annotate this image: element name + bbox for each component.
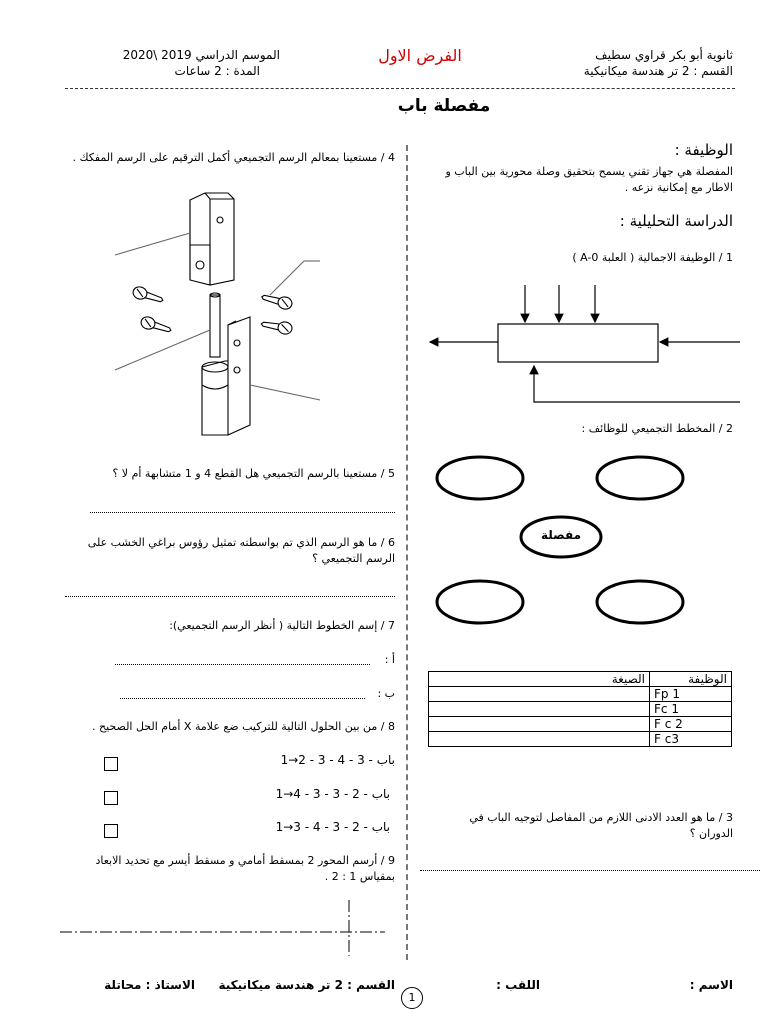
q7-b-label: ب : [377,687,395,700]
q7-a-label: أ : [384,653,395,666]
footer-teacher [55,978,195,992]
option-3-text: باب - 2 - 3 - 4 - 3→1 [275,820,390,834]
column-divider [406,145,408,960]
season-label: الموسم الدراسي [195,48,280,62]
q6-answer-line[interactable] [65,596,395,597]
duration-line: المدة : 2 ساعات [174,64,260,78]
ellipse-bottom-left [437,581,523,623]
duration-label: المدة [233,64,260,78]
season-value: 2019 \2020 [122,48,192,62]
table-header-row [429,672,732,687]
axis-sketch [60,898,395,958]
q6-label: 6 / ما هو الرسم الذي تم بواسطته تمثيل رؤوس براغي الخشب على الرسم التجميعي ؟ [87,536,395,565]
option-2-text: باب - 2 - 3 - 3 - 4→1 [275,787,390,801]
q5-label: 5 / مستعينا بالرسم التجميعي هل القطع 4 و 1 متشابهة أم لا ؟ [112,467,395,480]
school-name: ثانوية أبو بكر قراوي سطيف [595,48,733,62]
header-divider [65,88,735,89]
footer-class-value: 2 تر هندسة ميكانيكية [218,978,343,992]
ellipse-bottom-right [597,581,683,623]
section-label: القسم [701,64,733,78]
table-row [429,732,732,747]
option-1-text: باب - 3 - 4 - 3 - 2→1 [280,753,395,767]
table-row [429,717,732,732]
q7-b-answer-line[interactable] [120,698,365,699]
season-line [100,48,280,62]
table-header-cell: الصيغة [429,672,650,687]
q4-label: 4 / مستعينا بمعالم الرسم التجميعي أكمل الترقيم على الرسم المفكك . [72,151,395,164]
footer-teacher-value: محاتلة [104,978,142,992]
q3-answer-line[interactable] [420,870,760,871]
q3-label: 3 / ما هو العدد الادنى اللازم من المفاصل لتوجيه الباب في الدوران ؟ [469,811,733,840]
ellipse-top-right [597,457,683,499]
q7-a-answer-line[interactable] [115,664,370,665]
section-value: 2 تر هندسة ميكانيكية [583,64,690,78]
table-cell: F c3 [650,732,732,747]
center-ellipse-label: مفصلة [540,528,582,542]
table-row [429,687,732,702]
page-number: 1 [401,987,423,1009]
option-1-checkbox[interactable] [104,757,118,771]
q8-label: 8 / من بين الحلول التالية للتركيب ضع علامة X أمام الحل الصحيح . [92,720,395,733]
ellipse-top-left [437,457,523,499]
a0-box-diagram [420,280,750,410]
hinge-exploded-drawing [110,185,340,445]
table-row [429,702,732,717]
footer-surname-label: اللقب : [496,978,540,992]
q2-label: 2 / المخطط التجميعي للوظائف : [581,422,733,435]
q1-label: 1 / الوظيفة الاجمالية ( العلبة A-0 ) [572,251,733,264]
function-diagram [430,450,730,635]
duration-value: 2 ساعات [174,64,222,78]
table-cell: Fc 1 [650,702,732,717]
q7-label: 7 / إسم الخطوط التالية ( أنظر الرسم التجميعي): [169,619,395,632]
exam-title: الفرض الاول [378,46,462,65]
function-text: المفصلة هي جهاز تقني يسمح بتحقيق وصلة محورية بين الباب و الاطار مع إمكانية نزعه . [445,165,733,194]
option-2-checkbox[interactable] [104,791,118,805]
footer-class-label: القسم : [347,978,395,992]
option-3-checkbox[interactable] [104,824,118,838]
table-header-cell: الوظيفة [650,672,732,687]
footer-name-label: الاسم : [689,978,733,992]
table-cell: Fp 1 [650,687,732,702]
footer-teacher-label: الاستاذ : [145,978,195,992]
functions-table [428,671,732,747]
section-line: القسم : 2 تر هندسة ميكانيكية [583,64,733,78]
document-title: مفصلة باب [397,96,491,116]
footer-class [200,978,395,992]
table-cell: F c 2 [650,717,732,732]
analysis-heading: الدراسة التحليلية : [619,212,733,230]
function-heading: الوظيفة : [674,141,733,159]
q5-answer-line[interactable] [90,512,395,513]
q9-label: 9 / أرسم المحور 2 بمسقط أمامي و مسقط أيسر مع تحديد الابعاد بمقياس 1 : 2 . [95,854,395,883]
